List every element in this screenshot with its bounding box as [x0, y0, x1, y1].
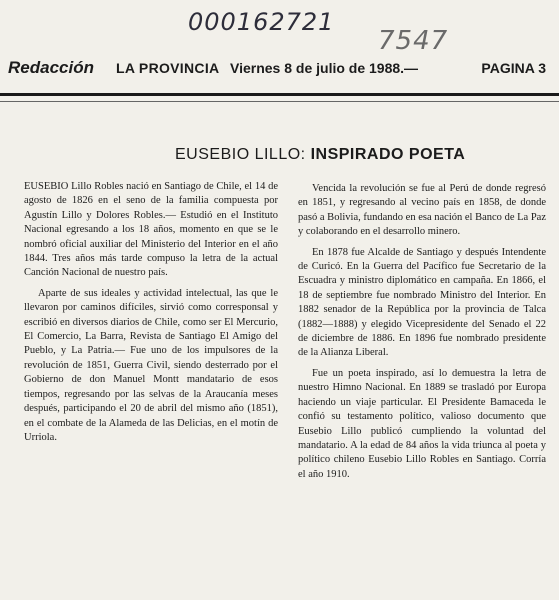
page-number: PAGINA 3: [481, 60, 546, 76]
publication-date: Viernes 8 de julio de 1988.—: [230, 60, 419, 76]
handwritten-archive-number: 000162721: [188, 8, 335, 36]
article-title-name: EUSEBIO LILLO:: [175, 146, 306, 163]
newspaper-header: [6, 58, 554, 80]
handwritten-archive-code: 7547: [378, 26, 449, 56]
article-paragraph: EUSEBIO Lillo Robles nació en Santiago de Chile, el 14 de agosto de 1826 en el seno de la familia compuesta por Agustín Lillo y Dolores Robles.— Estudió en el Instituto Nacional egresando a los 18 años, momento en que se le nombró oficial auxiliar del Ministerio del Interior en el año 1844. Tres años más tarde compuso la letra de la actual Canción Nacional de nuestro país.: [24, 181, 278, 279]
header-thin-rule: [0, 101, 559, 102]
article-title: [175, 146, 465, 164]
publication-name: LA PROVINCIA: [116, 60, 220, 76]
article-right-column: [298, 182, 546, 488]
article-left-column: [24, 180, 278, 451]
article-paragraph: En 1878 fue Alcalde de Santiago y después Intendente de Curicó. En la Guerra del Pacífico fue Secretario de la Escuadra y ministro diplomático en campaña. En 1866, el 18 de septiembre fue nombrado Ministro del Interior. En 1882 senador de la República por la provincia de Talca (1882—1888) y elegido Vicepresidente del Senado el 22 de diciembre de 1886. En 1896 fue nombrado presidente de la Alianza Liberal.: [298, 246, 546, 359]
article-paragraph: Fue un poeta inspirado, así lo demuestra la letra de nuestro Himno Nacional. En 1889 se trasladó por Europa haciendo un viaje particular. El Presidente Bamaceda le confió su testamento político, valioso documento que Eusebio Lillo publicó cumpliendo la voluntad del mandatario. A la edad de 84 años la vida triunca al poeta y político chileno Eusebio Lillo Robles en Santiago. Corría el año 1910.: [298, 367, 546, 480]
article-paragraph: Vencida la revolución se fue al Perú de donde regresó en 1851, y regresando al vecino país en 1858, de donde pasó a Bolivia, fundando en esa nación el Banco de La Paz y colaborando en el desarrollo minero.: [298, 183, 546, 238]
header-rule: [0, 93, 559, 96]
article-title-subject: INSPIRADO POETA: [310, 146, 466, 163]
article-paragraph: Aparte de sus ideales y actividad intelectual, las que le llevaron por caminos difíciles, sirvió como corresponsal y escribió en diversos diarios de Chile, como ser El Mercurio, El Comercio, La Barra, Revista de Santiago El Amigo del Pueblo, y La Patria.— Fue uno de los impulsores de la revolución de 1851, Guerra Civil, siendo desterrado por el Gobierno de don Manuel Montt mandatario de esos tiempos, regresando por las selvas de la Araucanía meses después, participando el 20 de abril del mismo año (1851), en el combate de la Alameda de las Delicias, en el motín de Urriola.: [24, 287, 278, 443]
section-label: Redacción: [8, 58, 94, 77]
